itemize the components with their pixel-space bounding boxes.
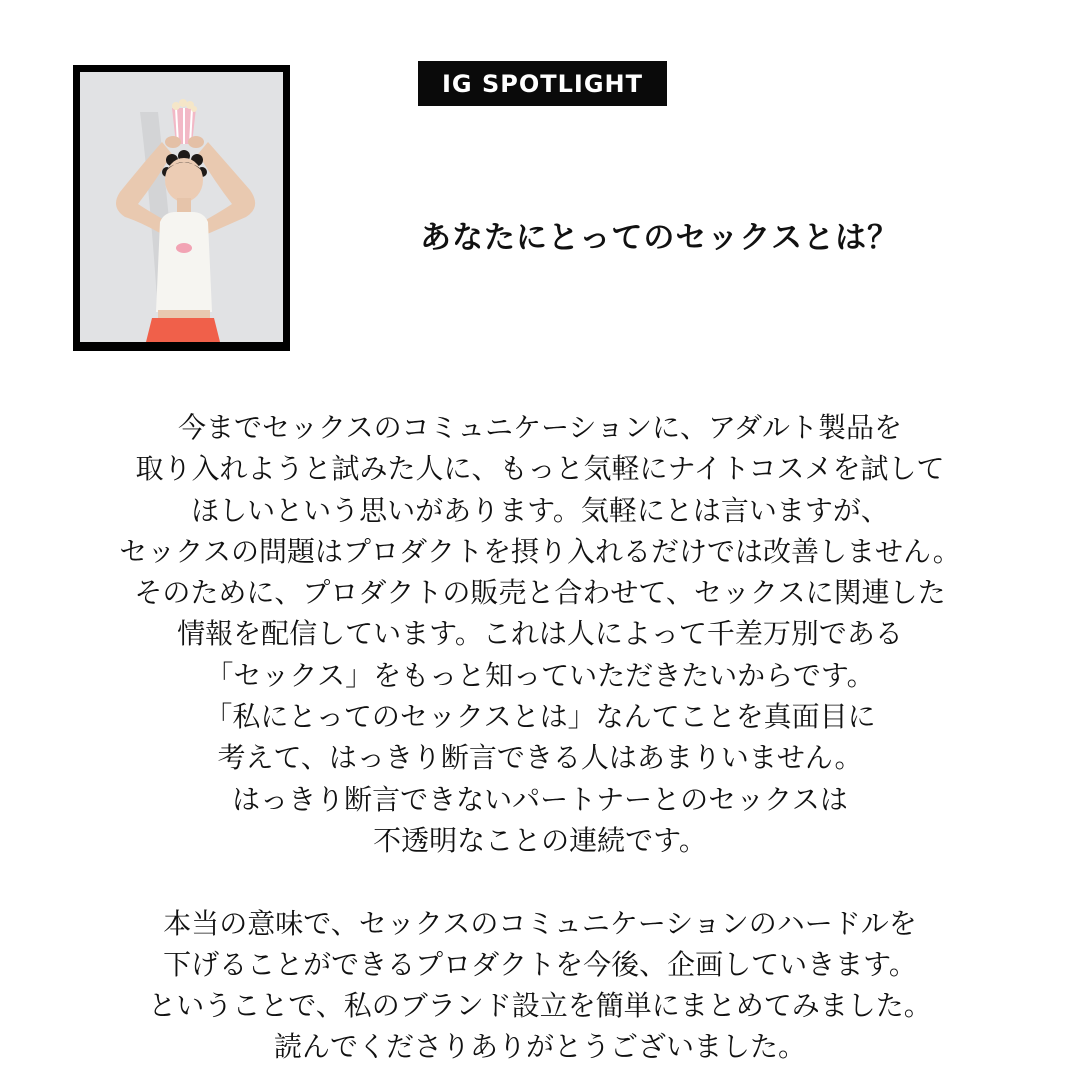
badge-label: IG SPOTLIGHT [441,69,643,98]
body-line: 「セックス」をもっと知っていただきたいからです。 [205,658,875,692]
body-line: 考えて、はっきり断言できる人はあまりいません。 [217,741,863,775]
body-line: そのために、プロダクトの販売と合わせて、セックスに関連した [134,576,946,610]
body-line: 下げることができるプロダクトを今後、企画していきます。 [163,947,917,981]
body-line: セックスの問題はプロダクトを摂り入れるだけでは改善しません。 [119,534,961,568]
body-line: 「私にとってのセックスとは」なんてことを真面目に [204,700,876,734]
ig-spotlight-badge [418,61,667,106]
portrait-photo-frame [73,65,290,351]
headline: あなたにとってのセックスとは？ [420,220,900,256]
paragraph-gap [40,861,1040,902]
body-line: 取り入れようと試みた人に、もっと気軽にナイトコスメを試して [135,452,945,486]
portrait-photo [80,72,283,342]
body-line: 今までセックスのコミュニケーションに、アダルト製品を [177,411,903,444]
body-line: 読んでくださりありがとうございました。 [273,1030,806,1064]
body-line: ということで、私のブランド設立を簡単にまとめてみました。 [148,989,932,1023]
body-line: 情報を配信しています。これは人によって千差万別である [177,617,903,651]
body-text [40,407,1040,1068]
body-line: 本当の意味で、セックスのコミュニケーションのハードルを [163,906,917,940]
body-line: はっきり断言できないパートナーとのセックスは [232,782,848,816]
body-line: ほしいという思いがあります。気軽にとは言いますが、 [191,493,889,527]
body-line: 不透明なことの連続です。 [373,823,707,857]
